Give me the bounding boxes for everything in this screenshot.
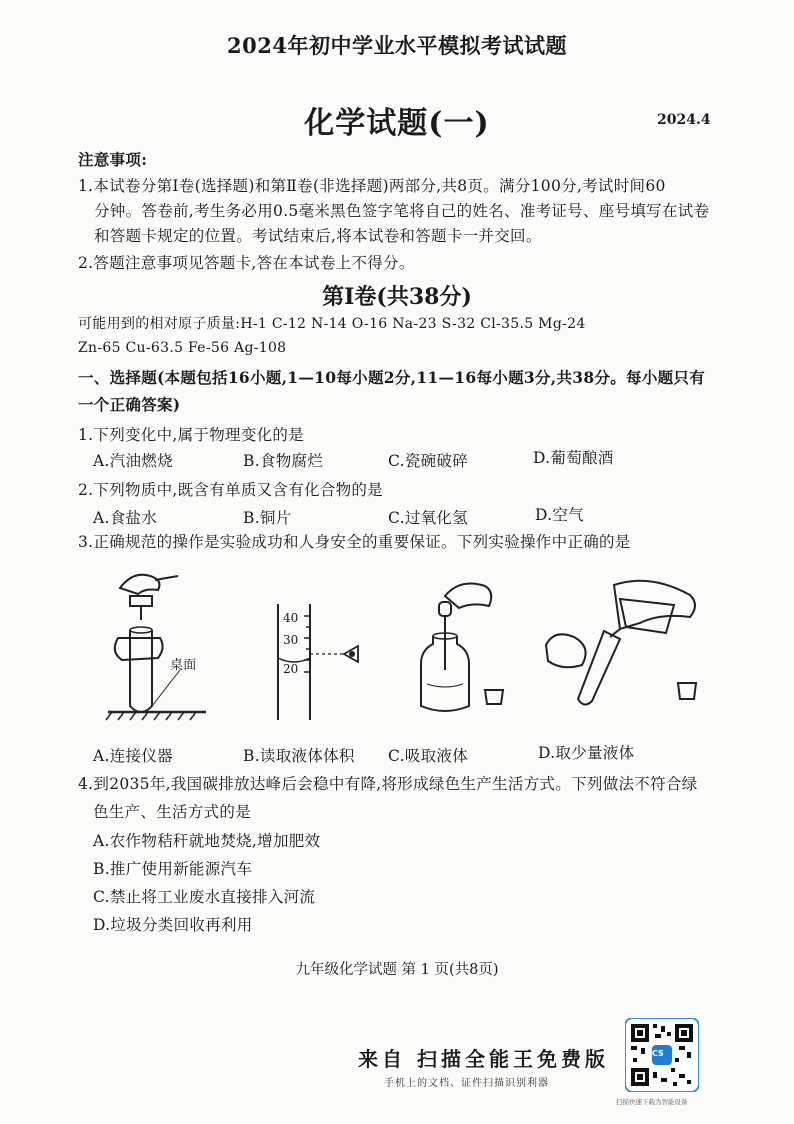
atomic-mass-line-2: Zn-65 Cu-63.5 Fe-56 Ag-108 [78,340,287,356]
question-4-option-d: D.垃圾分类回收再利用 [93,916,253,934]
question-2-option-d: D.空气 [535,506,585,524]
notice-heading: 注意事项: [78,150,148,169]
question-4-option-b: B.推广使用新能源汽车 [93,860,253,878]
qr-caption: 扫描快速下载为智能设备 [616,1098,688,1106]
question-4-option-c: C.禁止将工业废水直接排入河流 [93,888,316,906]
scanner-brand: 来自 扫描全能王免费版 [358,1047,609,1071]
figure-a-connect-instruments [100,568,210,728]
question-4-option-a: A.农作物秸秆就地焚烧,增加肥效 [93,832,321,850]
exam-title: 2024年初中学业水平模拟考试试题 [227,33,567,58]
question-3-option-c: C.吸取液体 [388,747,469,765]
cylinder-tick-20: 20 [283,662,299,676]
notice-item-1-line-1: 1.本试卷分第Ⅰ卷(选择题)和第Ⅱ卷(非选择题)两部分,共8页。满分100分,考试时间60 [78,177,666,195]
question-1-option-a: A.汽油燃烧 [93,452,173,470]
question-1-stem: 1.下列变化中,属于物理变化的是 [78,426,305,444]
question-2-option-c: C.过氧化氢 [388,509,469,527]
question-3-option-a: A.连接仪器 [93,747,173,765]
question-4-stem-line-2: 色生产、生活方式的是 [93,803,252,821]
question-2-option-a: A.食盐水 [93,509,158,527]
question-3-option-d: D.取少量液体 [538,744,635,762]
notice-item-1-line-3: 和答题卡规定的位置。考试结束后,将本试卷和答题卡一并交回。 [94,227,542,245]
cylinder-tick-30: 30 [283,633,299,647]
question-1-option-d: D.葡萄酿酒 [533,449,614,467]
cylinder-tick-40: 40 [283,611,299,625]
figure-d-pouring-liquid [540,575,710,715]
notice-item-1-line-2: 分钟。答卷前,考生务必用0.5毫米黑色签字笔将自己的姓名、准考证号、座号填写在试卷 [94,202,710,220]
exam-date: 2024.4 [657,112,711,128]
notice-item-2: 2.答题注意事项见答题卡,答在本试卷上不得分。 [78,254,415,272]
question-3-stem: 3.正确规范的操作是实验成功和人身安全的重要保证。下列实验操作中正确的是 [78,533,631,551]
section-title: 第Ⅰ卷(共38分) [322,284,472,310]
figure-c-dropper-bottle [415,578,525,718]
question-1-option-c: C.瓷碗破碎 [388,452,469,470]
question-1-option-b: B.食物腐烂 [243,452,324,470]
question-3-option-b: B.读取液体体积 [243,747,355,765]
question-4-stem-line-1: 4.到2035年,我国碳排放达峰后会稳中有降,将形成绿色生产生活方式。下列做法不符合绿 [78,775,698,793]
desk-label: 桌面 [170,658,197,673]
page-footer: 九年级化学试题 第 1 页(共8页) [295,962,499,978]
question-2-stem: 2.下列物质中,既含有单质又含有化合物的是 [78,481,384,499]
part-1-heading-line-1: 一、选择题(本题包括16小题,1—10每小题2分,11—16每小题3分,共38分。每小题只有 [78,368,706,387]
atomic-mass-line-1: 可能用到的相对原子质量:H-1 C-12 N-14 O-16 Na-23 S-32 Cl-35.5 Mg-24 [78,316,586,332]
question-2-option-b: B.铜片 [243,509,292,527]
part-1-heading-line-2: 一个正确答案) [78,395,181,414]
qr-center-label: CS [652,1049,664,1058]
subject-title: 化学试题(一) [304,106,490,141]
scanner-tagline: 手机上的文档、证件扫描识别利器 [384,1078,549,1089]
